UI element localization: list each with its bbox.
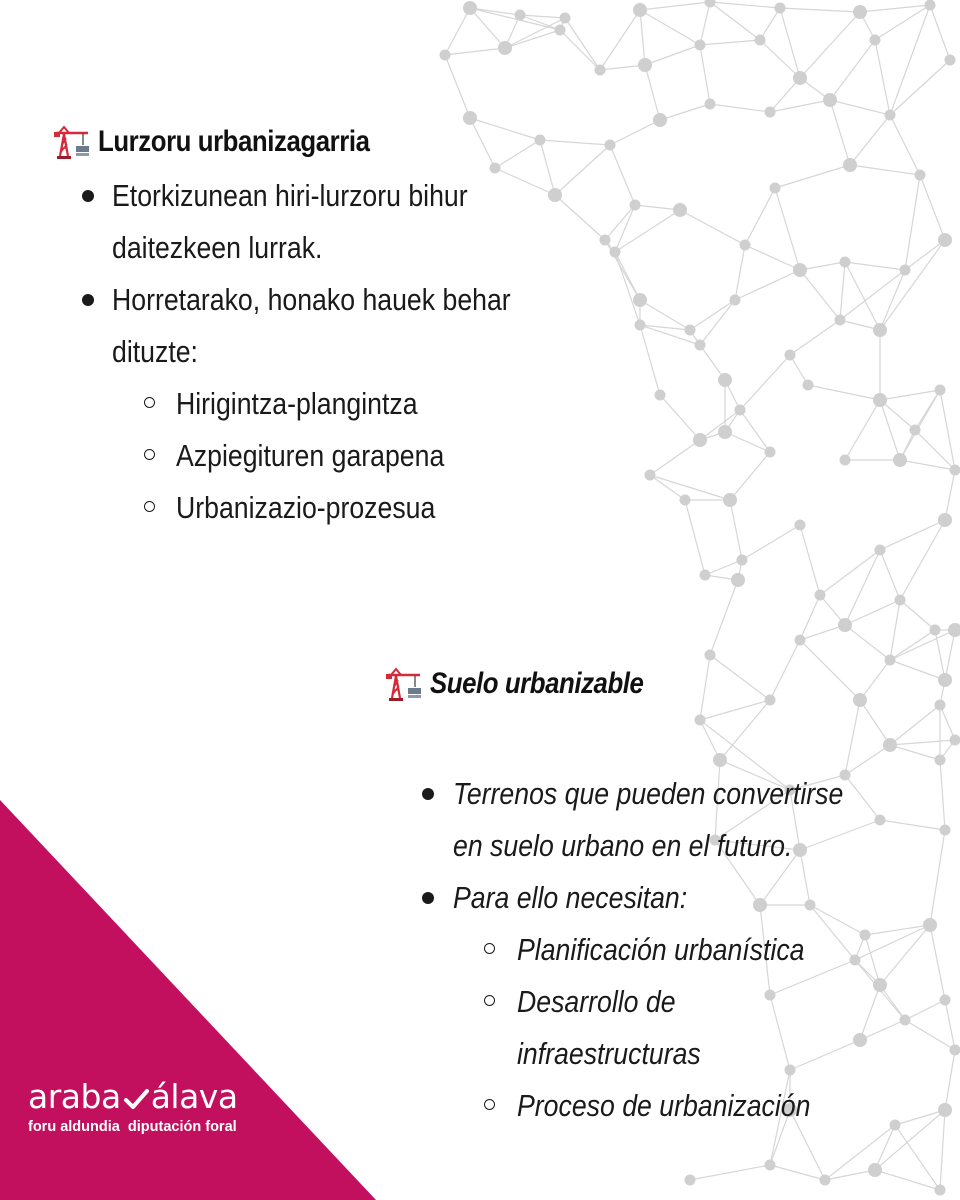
subitem-text: infraestructuras — [517, 1036, 701, 1071]
spanish-list — [384, 768, 944, 924]
sublist-item — [52, 430, 612, 482]
item-line: Horretarako, honako hauek behar — [112, 282, 511, 317]
crane-icon — [384, 664, 424, 704]
logo-wordmark — [28, 1077, 268, 1116]
spanish-heading-text: Suelo urbanizable — [430, 667, 644, 700]
item-line: dituzte: — [112, 334, 198, 369]
sublist-item — [52, 378, 612, 430]
spanish-section — [384, 660, 944, 1132]
basque-heading — [52, 118, 612, 166]
checkmark-icon — [123, 1082, 149, 1104]
item-line: en suelo urbano en el futuro. — [453, 828, 793, 863]
basque-heading-text: Lurzoru urbanizagarria — [98, 125, 370, 158]
logo-word-alava: álava — [150, 1077, 238, 1116]
basque-sublist — [52, 378, 612, 534]
bullet-dot — [82, 190, 94, 202]
item-line: Terrenos que pueden convertirse — [453, 776, 844, 811]
logo-subtitle-right: diputación foral — [127, 1119, 237, 1135]
sublist-item — [384, 976, 944, 1080]
sublist-item — [52, 482, 612, 534]
spanish-heading — [384, 660, 944, 708]
list-item — [52, 274, 612, 378]
item-line: Etorkizunean hiri-lurzoru bihur — [112, 178, 468, 213]
subitem-text: Azpiegituren garapena — [176, 438, 445, 473]
basque-list — [52, 170, 612, 378]
spanish-sublist — [384, 924, 944, 1132]
subitem-text: Urbanizazio-prozesua — [176, 490, 436, 525]
subitem-text: Desarrollo de — [517, 984, 676, 1019]
logo-subtitle-left: foru aldundia — [28, 1119, 120, 1135]
list-item — [384, 872, 944, 924]
bullet-circle — [484, 1099, 495, 1110]
subitem-text: Planificación urbanística — [517, 932, 805, 967]
item-line: daitezkeen lurrak. — [112, 230, 323, 265]
sublist-item — [384, 924, 944, 976]
subitem-text: Proceso de urbanización — [517, 1088, 811, 1123]
bullet-circle — [144, 397, 155, 408]
araba-alava-logo — [28, 1077, 268, 1140]
basque-section — [52, 118, 612, 534]
bullet-dot — [422, 892, 434, 904]
list-item — [52, 170, 612, 274]
sublist-item — [384, 1080, 944, 1132]
logo-word-araba: araba — [28, 1077, 121, 1116]
crane-icon — [52, 122, 92, 162]
list-item — [384, 768, 944, 872]
bullet-circle — [484, 943, 495, 954]
bullet-dot — [422, 788, 434, 800]
item-line: Para ello necesitan: — [453, 880, 688, 915]
bullet-circle — [144, 501, 155, 512]
logo-subtitle — [28, 1118, 268, 1136]
bullet-dot — [82, 294, 94, 306]
subitem-text: Hirigintza-plangintza — [176, 386, 418, 421]
bullet-circle — [484, 995, 495, 1006]
bullet-circle — [144, 449, 155, 460]
